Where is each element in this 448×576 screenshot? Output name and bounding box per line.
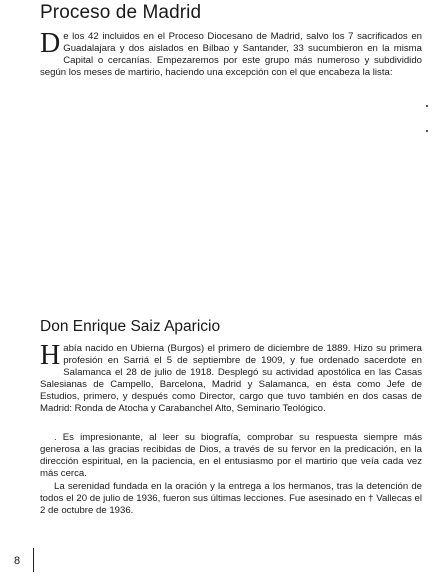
section-heading: Proceso de Madrid [40, 2, 202, 23]
page-number: 8 [14, 555, 21, 567]
bio-text: abía nacido en Ubierna (Burgos) el primero de diciembre de 1889. Hizo su primera profesión en Sarriá el 5 de septiembre de 1909, y fue ordenado sacerdote en Salamanca el 28 de julio de 1918. Desplegó su actividad apostólica en las Casas Salesianas de Campello, Barcelona, Madrid y Salamanca, en ésta como Jefe de Estudios, primero, y después como Director, cargo que tuvo también en dos casas de Madrid: Ronda de Atocha y Carabanchel Alto, Seminario Teológico. [40, 343, 422, 414]
page-number-rule [33, 548, 34, 572]
bio-dropcap: H [40, 340, 61, 371]
intro-dropcap: D [40, 28, 61, 59]
scan-speck [426, 105, 428, 107]
scan-speck [426, 130, 428, 132]
paragraph-3: La serenidad fundada en la oración y la entrega a los hermanos, tras la detención de todos el 20 de julio de 1936, fueron sus últimas lecciones. Fue asesinado en † Vallecas el 2 de octubre de 1936. [40, 481, 422, 516]
person-heading: Don Enrique Saiz Aparicio [40, 318, 221, 335]
intro-text: e los 42 incluidos en el Proceso Diocesano de Madrid, salvo los 7 sacrificados en Guadalajara y dos aislados en Bilbao y Santander, 33 sucumbieron en la misma Capital o cercanías. Empezaremos por este grupo más numeroso y subdividido según los meses de martirio, haciendo una excepción con el que encabeza la lista: [40, 31, 422, 78]
paragraph-2: . Es impresionante, al leer su biografía, comprobar su respuesta siempre más generosa a las gracias recibidas de Dios, a través de su fervor en la predicación, en la dirección espiritual, en la paciencia, en el entusiasmo por el martirio que veía cada vez más cerca. [40, 432, 422, 479]
